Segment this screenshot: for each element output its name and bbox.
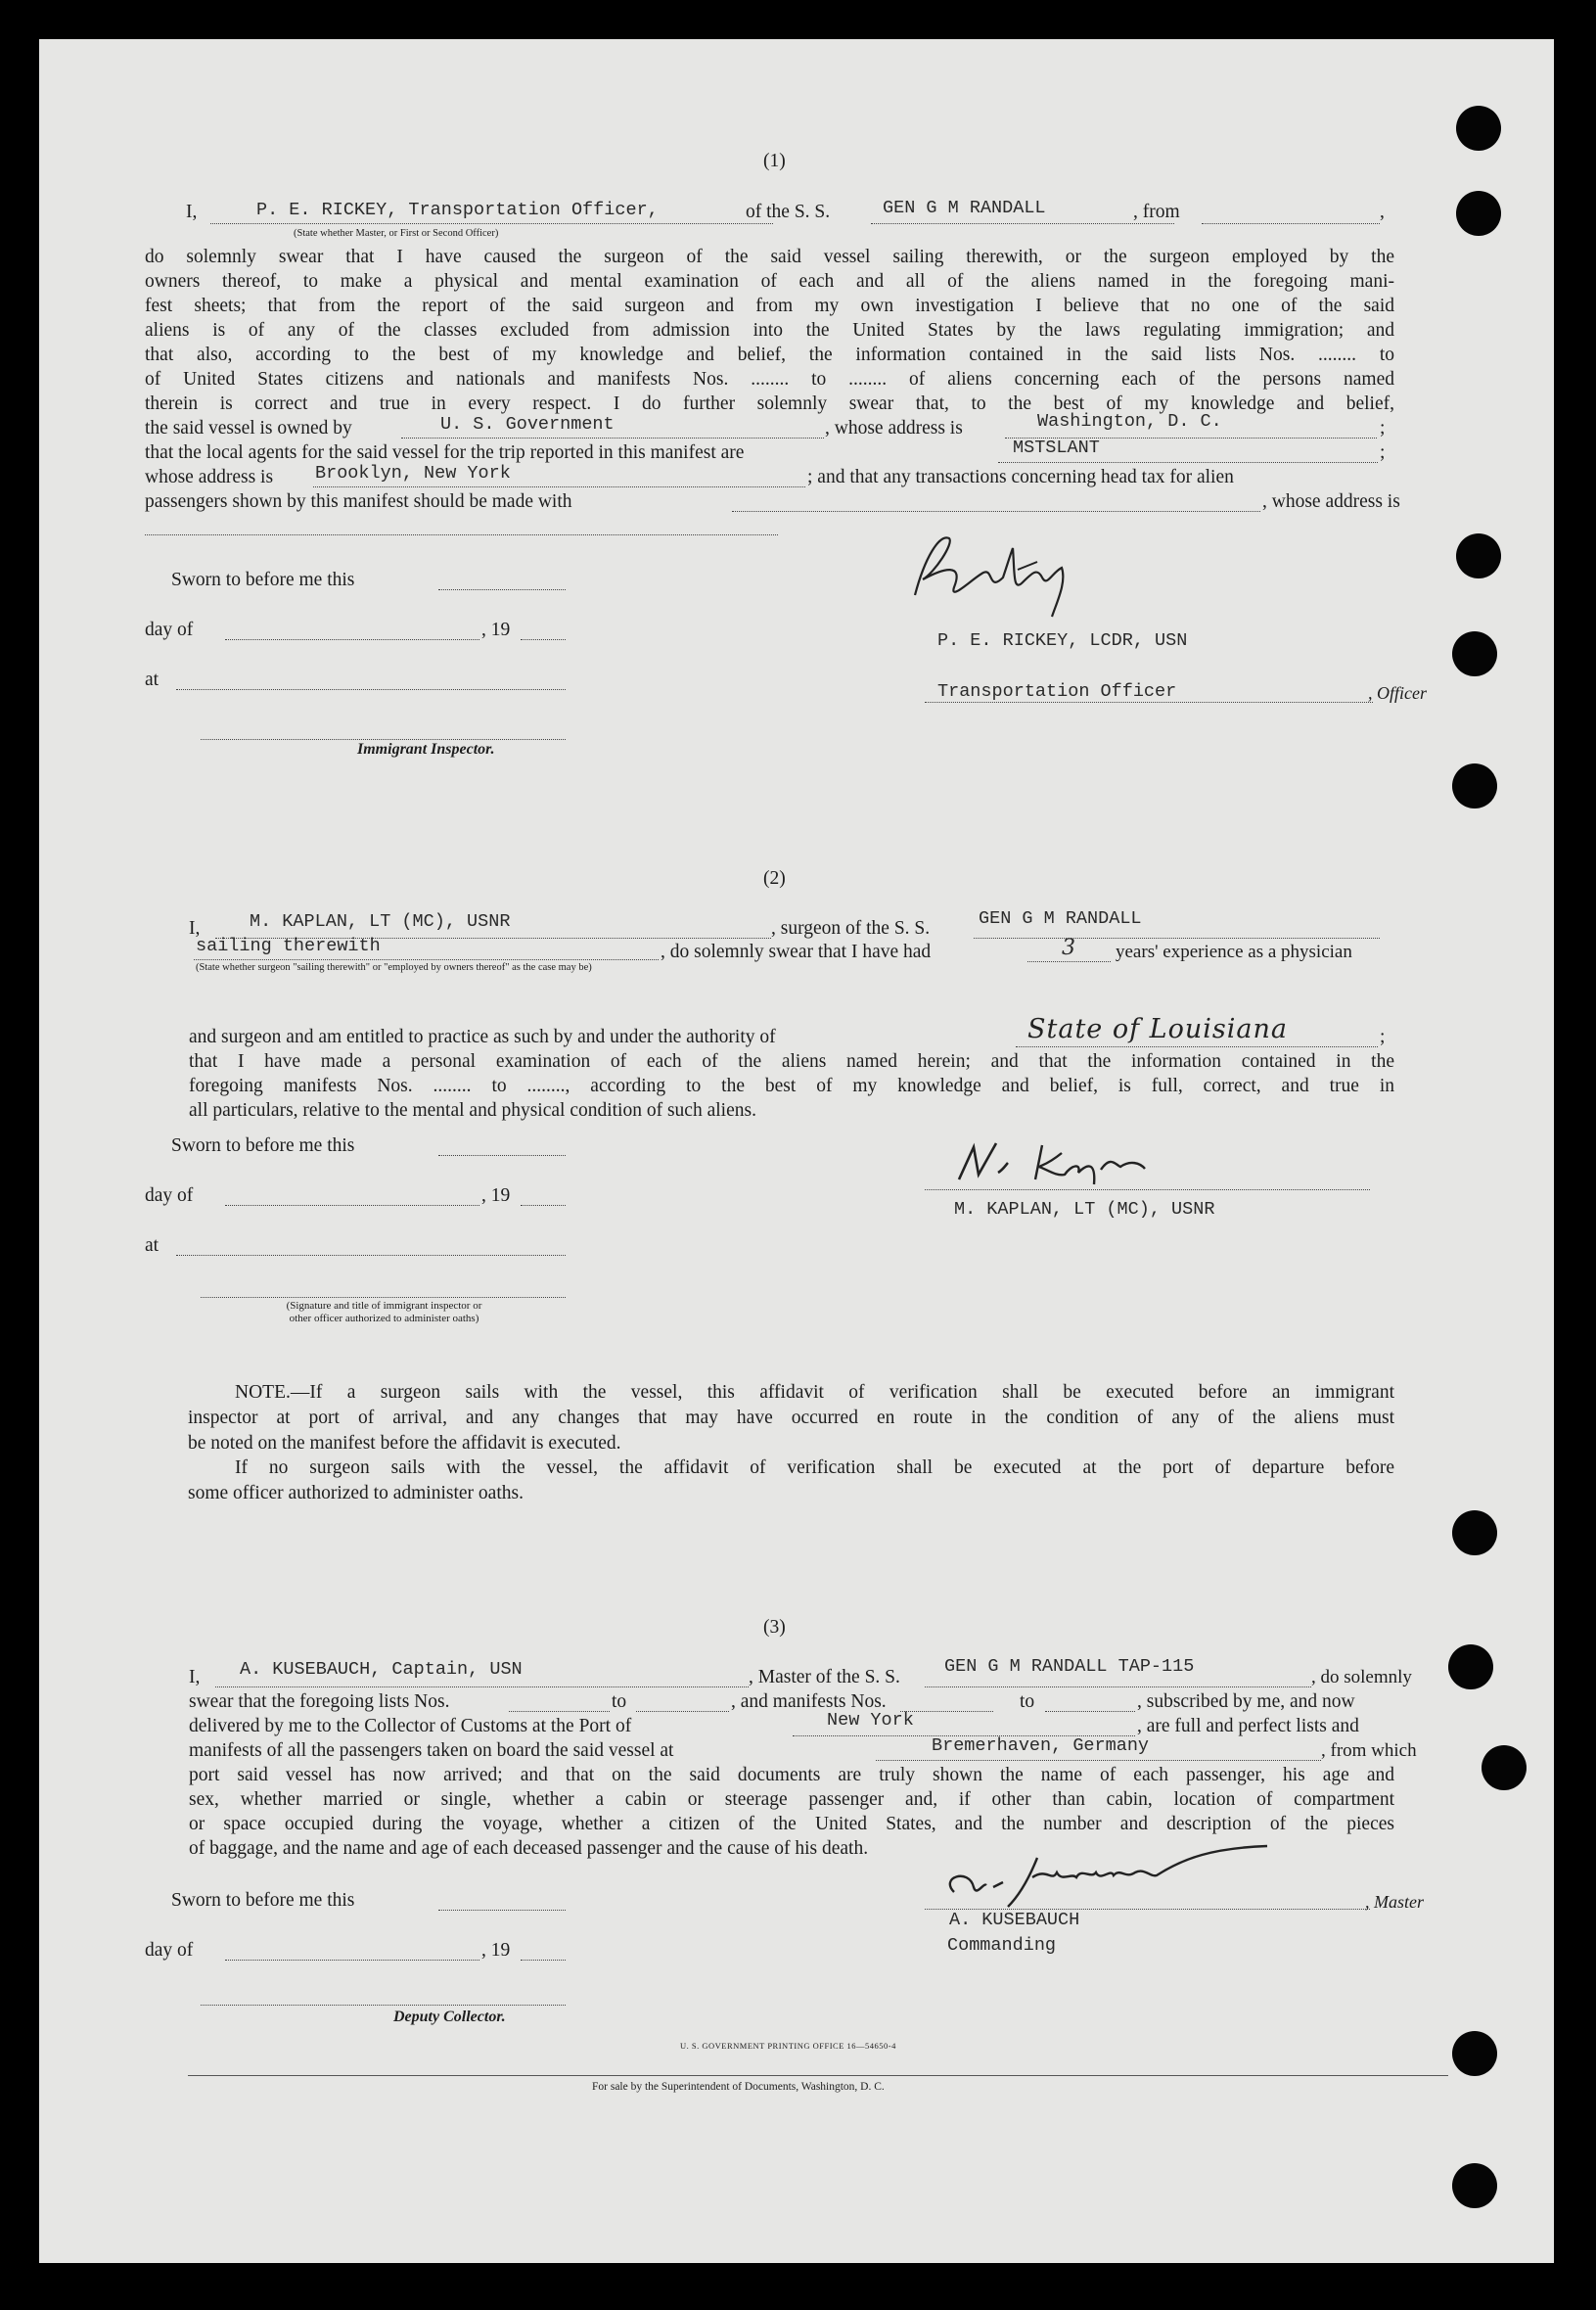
label: passengers shown by this manifest should be made with bbox=[145, 491, 572, 512]
label: Sworn to before me this bbox=[171, 570, 355, 590]
label: of the S. S. bbox=[746, 202, 831, 222]
body-text: owners thereof, to make a physical and mental examination of each and all of the aliens named in the foregoing mani- bbox=[145, 271, 1394, 292]
fill-line bbox=[1016, 1046, 1378, 1047]
punctuation: ; bbox=[1380, 1027, 1386, 1047]
master-caption: , Master bbox=[1365, 1892, 1424, 1912]
label: , do solemnly bbox=[1311, 1667, 1412, 1687]
punch-hole bbox=[1452, 2031, 1497, 2076]
fill-line bbox=[210, 223, 773, 224]
section-number: (1) bbox=[763, 151, 786, 171]
fill-line bbox=[225, 1960, 479, 1961]
body-text: port said vessel has now arrived; and that on the said documents are truly shown the name of each passenger, his age and bbox=[189, 1765, 1394, 1785]
note-text: be noted on the manifest before the affidavit is executed. bbox=[188, 1433, 621, 1454]
note-text: If no surgeon sails with the vessel, the affidavit of verification shall be executed at the port of departure before bbox=[235, 1457, 1394, 1478]
label: swear that the foregoing lists Nos. bbox=[189, 1691, 450, 1712]
fill-line bbox=[225, 1205, 479, 1206]
port-field: New York bbox=[827, 1710, 914, 1731]
fill-line bbox=[313, 486, 805, 487]
body-text: all particulars, relative to the mental and physical condition of such aliens. bbox=[189, 1100, 756, 1121]
body-text: aliens is of any of the classes excluded from admission into the United States by the laws regulating immigration; and bbox=[145, 320, 1394, 341]
signer-role: Commanding bbox=[947, 1935, 1057, 1956]
label: , do solemnly swear that I have had bbox=[661, 942, 932, 962]
punch-hole bbox=[1448, 1644, 1493, 1689]
label: at bbox=[145, 670, 160, 690]
authority-field: State of Louisiana bbox=[1027, 1014, 1288, 1044]
label: at bbox=[145, 1235, 160, 1256]
punch-hole bbox=[1452, 763, 1497, 808]
surgeon-name-field: M. KAPLAN, LT (MC), USNR bbox=[250, 911, 511, 932]
body-text: do solemnly swear that I have caused the surgeon of the said vessel sailing therewith, or the surgeon employed by the bbox=[145, 247, 1394, 267]
label: that the local agents for the said vessel for the trip reported in this manifest are bbox=[145, 442, 745, 463]
label: , surgeon of the S. S. bbox=[771, 918, 931, 939]
vessel-name-field: GEN G M RANDALL bbox=[883, 198, 1046, 218]
fill-line bbox=[176, 689, 566, 690]
body-text: therein is correct and true in every respect. I do further solemnly swear that, to the best of my knowledge and belief, bbox=[145, 393, 1394, 414]
label: Sworn to before me this bbox=[171, 1890, 355, 1911]
fill-line bbox=[201, 1297, 566, 1298]
signer-title: Transportation Officer bbox=[937, 681, 1177, 702]
embarkation-field: Bremerhaven, Germany bbox=[932, 1735, 1150, 1756]
footer-rule bbox=[188, 2075, 1448, 2076]
fill-line bbox=[521, 1960, 566, 1961]
label: , and manifests Nos. bbox=[731, 1691, 887, 1712]
affiant-label: I, bbox=[189, 1667, 201, 1687]
kaplan-signature bbox=[949, 1135, 1184, 1194]
master-name-field: A. KUSEBAUCH, Captain, USN bbox=[240, 1659, 523, 1680]
sailing-field: sailing therewith bbox=[196, 936, 381, 956]
signer-typed-name: P. E. RICKEY, LCDR, USN bbox=[937, 630, 1188, 651]
note-text: NOTE.—If a surgeon sails with the vessel, this affidavit of verification shall be executed before an immigrant bbox=[235, 1382, 1394, 1403]
punch-hole bbox=[1456, 106, 1501, 151]
fill-line bbox=[401, 438, 824, 439]
manifest-affidavit-page bbox=[39, 39, 1554, 2263]
vessel-name-field: GEN G M RANDALL TAP-115 bbox=[944, 1656, 1195, 1677]
fill-line bbox=[876, 1760, 1321, 1761]
body-text: sex, whether married or single, whether a cabin or steerage passenger and, if other than cabin, location of compartment bbox=[189, 1789, 1394, 1810]
kusebauch-signature bbox=[900, 1838, 1292, 1917]
for-sale-line: For sale by the Superintendent of Documents, Washington, D. C. bbox=[592, 2081, 885, 2093]
fill-line bbox=[201, 2005, 566, 2006]
label: , whose address is bbox=[1262, 491, 1400, 512]
section-number: (3) bbox=[763, 1617, 786, 1638]
body-text: of baggage, and the name and age of each deceased passenger and the cause of his death. bbox=[189, 1838, 869, 1859]
punctuation: , bbox=[1380, 202, 1385, 222]
affiant-label: I, bbox=[186, 202, 198, 222]
label: and surgeon and am entitled to practice as such by and under the authority of bbox=[189, 1027, 776, 1047]
fill-line bbox=[215, 1686, 749, 1687]
fill-line bbox=[225, 639, 479, 640]
label: ; and that any transactions concerning head tax for alien bbox=[807, 467, 1234, 487]
fill-line bbox=[509, 1711, 610, 1712]
label: , 19 bbox=[481, 620, 511, 640]
label: day of bbox=[145, 1185, 194, 1206]
collector-caption: Deputy Collector. bbox=[393, 2009, 506, 2025]
fill-line bbox=[900, 1711, 993, 1712]
label: , whose address is bbox=[825, 418, 963, 439]
section-number: (2) bbox=[763, 868, 786, 889]
fill-line bbox=[145, 534, 778, 535]
punch-hole bbox=[1482, 1745, 1527, 1790]
agents-address-field: Brooklyn, New York bbox=[315, 463, 511, 484]
punch-hole bbox=[1452, 1510, 1497, 1555]
signer-typed-name: M. KAPLAN, LT (MC), USNR bbox=[954, 1199, 1215, 1220]
label: to bbox=[612, 1691, 627, 1712]
owner-address-field: Washington, D. C. bbox=[1037, 411, 1222, 432]
instruction-note: (Signature and title of immigrant inspector or bbox=[286, 1300, 482, 1312]
fill-line bbox=[1202, 223, 1380, 224]
fill-line bbox=[438, 589, 566, 590]
label: , 19 bbox=[481, 1940, 511, 1961]
fill-line bbox=[194, 959, 659, 960]
officer-name-field: P. E. RICKEY, Transportation Officer, bbox=[256, 200, 659, 220]
note-text: some officer authorized to administer oaths. bbox=[188, 1483, 524, 1503]
label: delivered by me to the Collector of Customs at the Port of bbox=[189, 1716, 632, 1736]
officer-caption: , Officer bbox=[1368, 683, 1427, 703]
punctuation: ; bbox=[1380, 442, 1386, 463]
label: , 19 bbox=[481, 1185, 511, 1206]
label: day of bbox=[145, 1940, 194, 1961]
label: , from which bbox=[1321, 1740, 1417, 1761]
fill-line bbox=[1027, 961, 1111, 962]
punch-hole bbox=[1456, 533, 1501, 578]
label: , are full and perfect lists and bbox=[1137, 1716, 1359, 1736]
fill-line bbox=[636, 1711, 729, 1712]
label: the said vessel is owned by bbox=[145, 418, 352, 439]
affiant-label: I, bbox=[189, 918, 201, 939]
years-field: 3 bbox=[1062, 936, 1075, 960]
fill-line bbox=[998, 462, 1378, 463]
owner-field: U. S. Government bbox=[440, 414, 615, 435]
label: years' experience as a physician bbox=[1116, 942, 1352, 962]
rickey-signature bbox=[895, 519, 1150, 626]
signer-typed-name: A. KUSEBAUCH bbox=[949, 1910, 1080, 1930]
fill-line bbox=[521, 1205, 566, 1206]
fill-line bbox=[925, 1189, 1370, 1190]
inspector-caption: Immigrant Inspector. bbox=[357, 741, 495, 758]
printing-office-line: U. S. GOVERNMENT PRINTING OFFICE 16—54650-4 bbox=[680, 2041, 896, 2051]
fill-line bbox=[521, 639, 566, 640]
fill-line bbox=[201, 739, 566, 740]
fill-line bbox=[871, 223, 1174, 224]
fill-line bbox=[438, 1910, 566, 1911]
fill-line bbox=[732, 511, 1260, 512]
fill-line bbox=[925, 702, 1373, 703]
label: to bbox=[1020, 1691, 1035, 1712]
label: , subscribed by me, and now bbox=[1137, 1691, 1355, 1712]
body-text: that also, according to the best of my knowledge and belief, the information contained in the said lists Nos. ........ to bbox=[145, 345, 1394, 365]
fill-line bbox=[974, 938, 1380, 939]
instruction-note: other officer authorized to administer oaths) bbox=[289, 1313, 479, 1324]
agents-field: MSTSLANT bbox=[1013, 438, 1100, 458]
instruction-note: (State whether surgeon "sailing therewith" or "employed by owners thereof" as the case may be) bbox=[196, 962, 592, 973]
instruction-note: (State whether Master, or First or Second Officer) bbox=[294, 228, 499, 239]
label: Sworn to before me this bbox=[171, 1135, 355, 1156]
body-text: fest sheets; that from the report of the said surgeon and from my own investigation I believe that no one of the said bbox=[145, 296, 1394, 316]
fill-line bbox=[176, 1255, 566, 1256]
vessel-name-field: GEN G M RANDALL bbox=[979, 908, 1142, 929]
label: manifests of all the passengers taken on board the said vessel at bbox=[189, 1740, 674, 1761]
punch-hole bbox=[1452, 631, 1497, 676]
body-text: that I have made a personal examination of each of the aliens named herein; and that the information contained in the bbox=[189, 1051, 1394, 1072]
fill-line bbox=[925, 1686, 1311, 1687]
label: , Master of the S. S. bbox=[749, 1667, 900, 1687]
label: day of bbox=[145, 620, 194, 640]
label: whose address is bbox=[145, 467, 274, 487]
note-text: inspector at port of arrival, and any changes that may have occurred en route in the condition of any of the aliens must bbox=[188, 1408, 1394, 1428]
punch-hole bbox=[1456, 191, 1501, 236]
body-text: of United States citizens and nationals and manifests Nos. ........ to ........ of aliens concerning each of the persons named bbox=[145, 369, 1394, 390]
punch-hole bbox=[1452, 2163, 1497, 2208]
punctuation: ; bbox=[1380, 418, 1386, 439]
fill-line bbox=[1045, 1711, 1135, 1712]
fill-line bbox=[438, 1155, 566, 1156]
body-text: foregoing manifests Nos. ........ to ........, according to the best of my knowledge and belief, is full, correct, and true in bbox=[189, 1076, 1394, 1096]
body-text: or space occupied during the voyage, whether a citizen of the United States, and the number and description of the pieces bbox=[189, 1814, 1394, 1834]
label: , from bbox=[1133, 202, 1180, 222]
